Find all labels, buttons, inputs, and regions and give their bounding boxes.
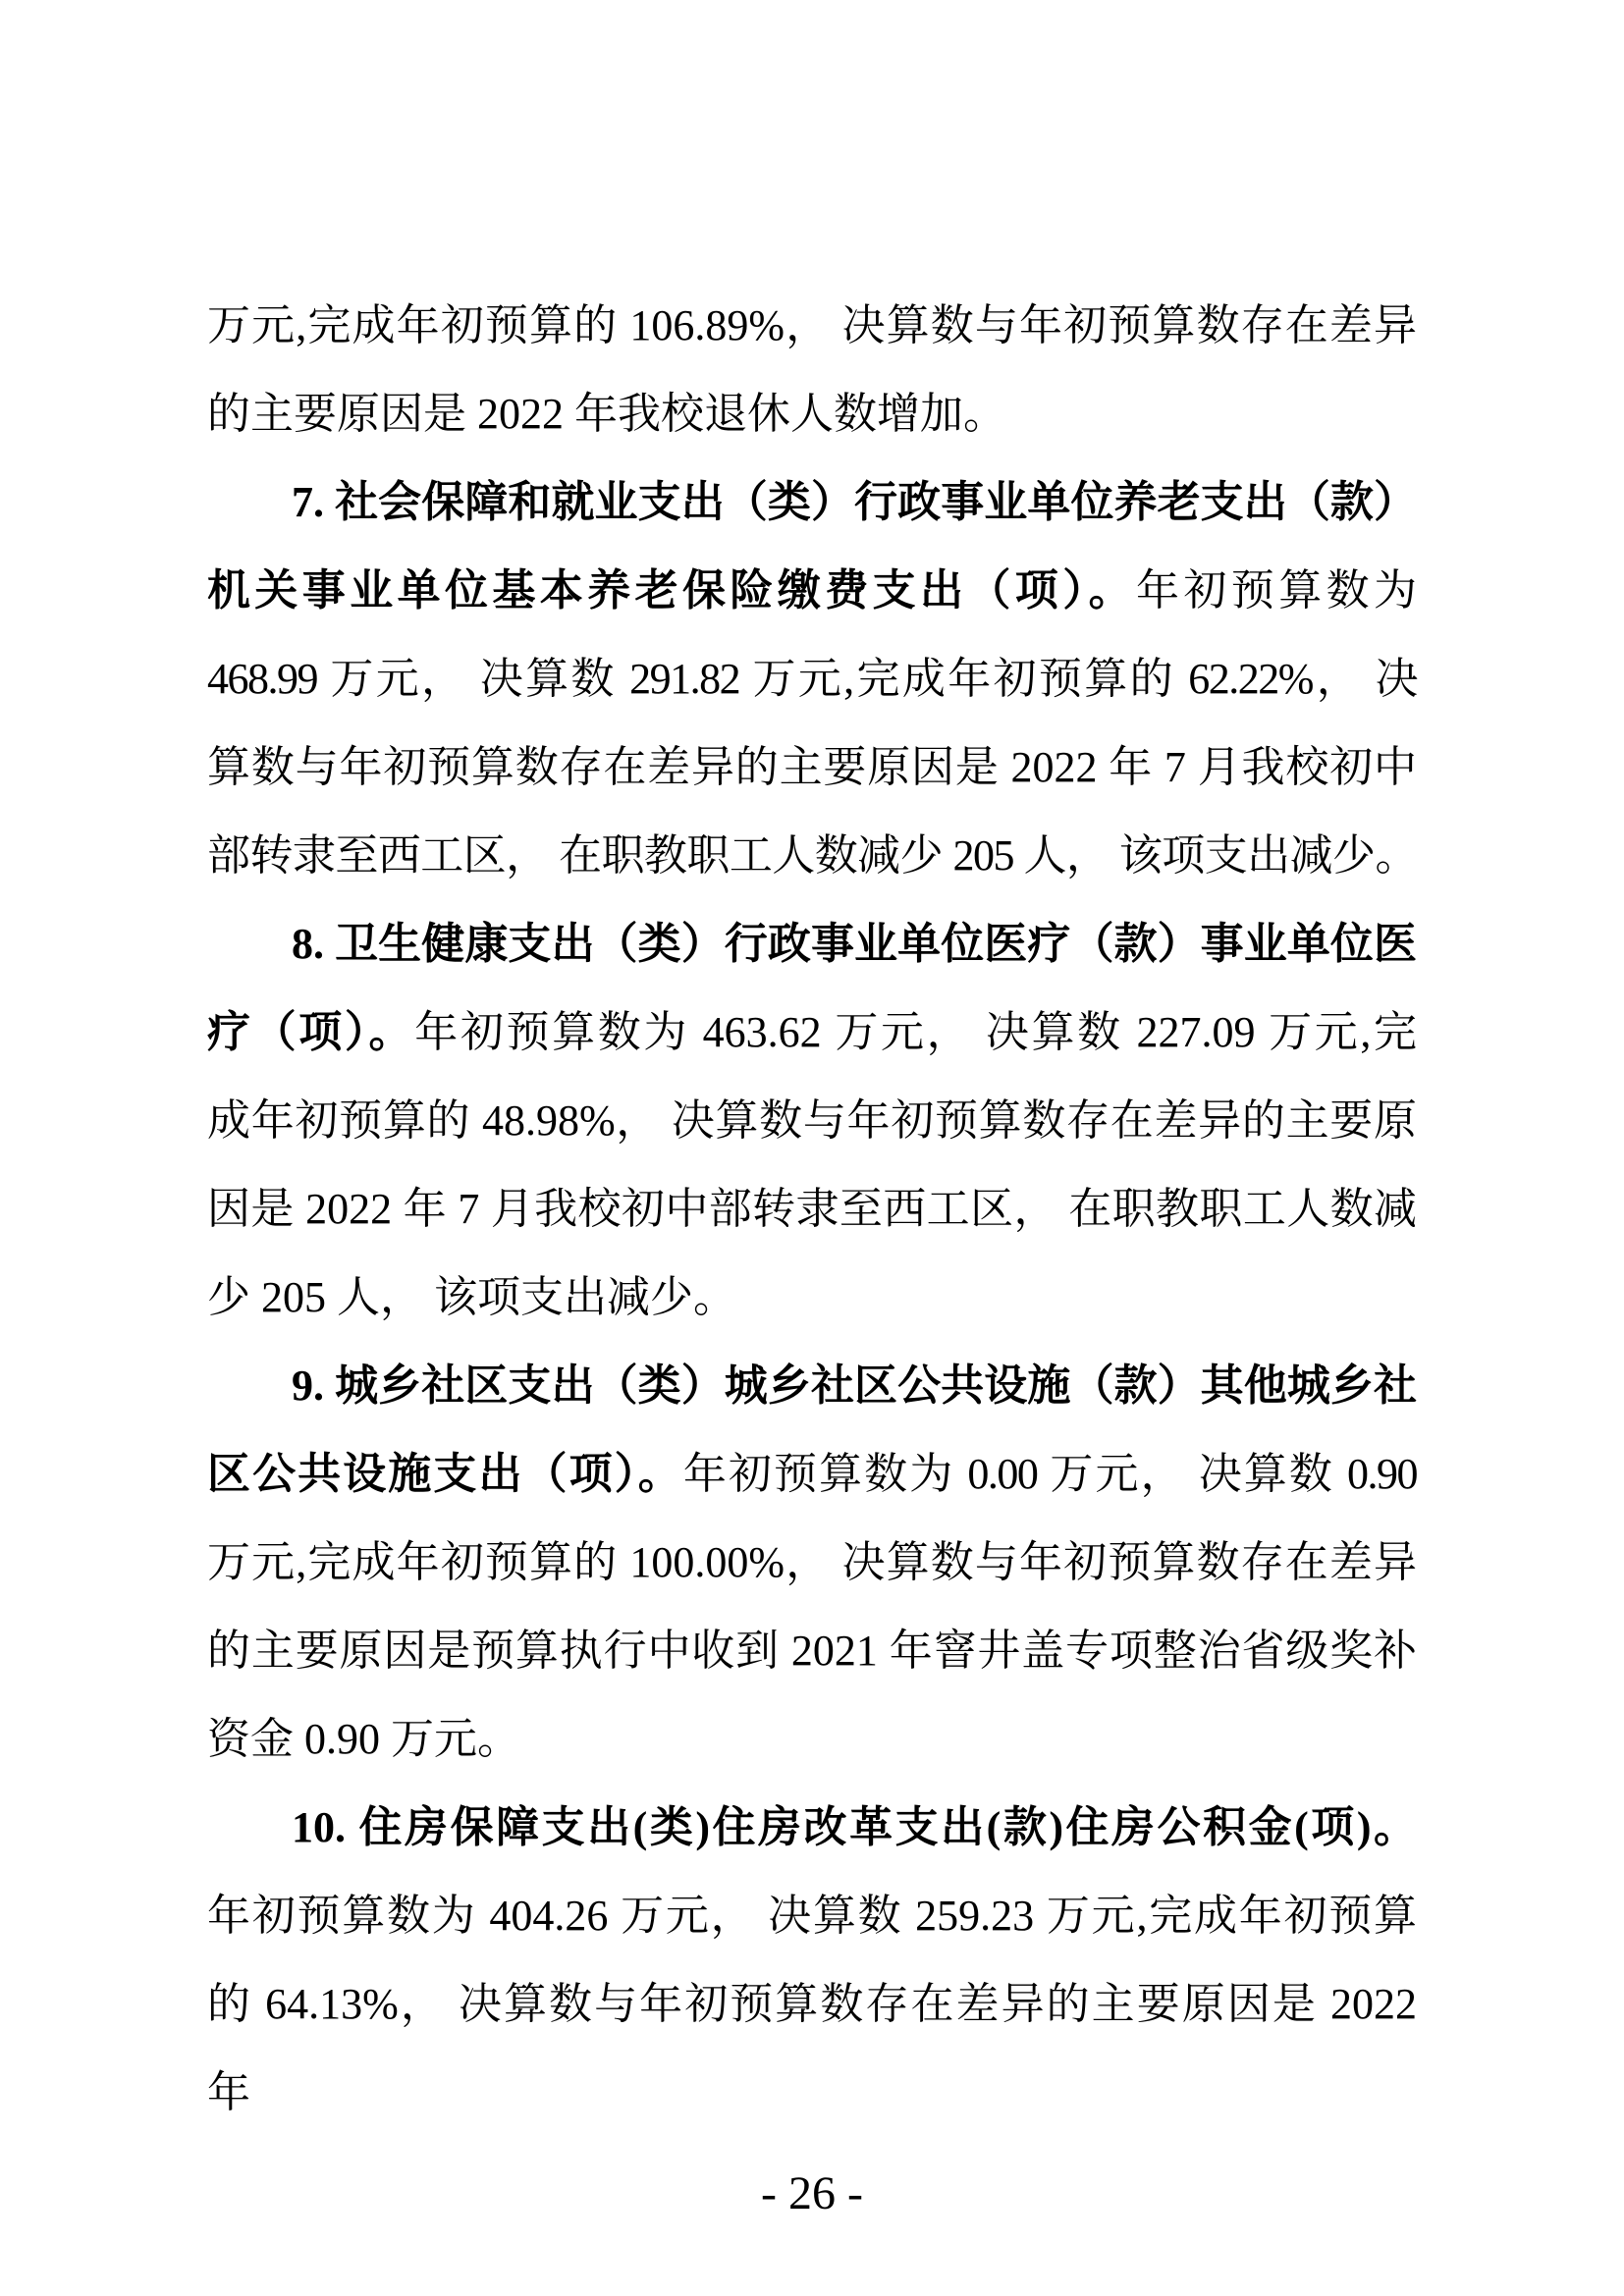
text-segment: 万元,完成年初预算的 106.89%， 决算数与年初预算数存在差异 [207, 301, 1417, 349]
text-segment: 部转隶至西工区， 在职教职工人数减少 205 人， 该项支出减少。 [207, 831, 1417, 880]
bold-text-segment: 区公共设施支出（项）。 [207, 1450, 683, 1498]
text-segment: 算数与年初预算数存在差异的主要原因是 2022 年 7 月我校初中 [207, 743, 1417, 791]
text-line [207, 988, 1417, 1077]
text-segment: 少 205 人， 该项支出减少。 [207, 1273, 736, 1321]
text-segment: 万元,完成年初预算的 100.00%， 决算数与年初预算数存在差异 [207, 1538, 1417, 1586]
text-segment: 成年初预算的 48.98%， 决算数与年初预算数存在差异的主要原 [207, 1096, 1417, 1145]
text-line [207, 1430, 1417, 1519]
text-line [207, 900, 1417, 988]
text-segment: 资金 0.90 万元。 [207, 1715, 520, 1763]
text-segment: 468.99 万元， 决算数 291.82 万元,完成年初预算的 62.22%， 决 [207, 655, 1417, 703]
text-segment: 因是 2022 年 7 月我校初中部转隶至西工区， 在职教职工人数减 [207, 1185, 1417, 1233]
text-segment: 的主要原因是 2022 年我校退休人数增加。 [207, 390, 1006, 438]
bold-text-segment: 疗（项）。 [207, 1008, 415, 1056]
text-line [207, 1960, 1417, 2116]
text-line [207, 1254, 1417, 1342]
text-line [207, 547, 1417, 635]
text-segment: 的主要原因是预算执行中收到 2021 年窨井盖专项整治省级奖补 [207, 1627, 1417, 1675]
text-line [207, 282, 1417, 370]
bold-text-segment: 机关事业单位基本养老保险缴费支出（项）。 [207, 566, 1136, 614]
page-number: - 26 - [761, 2167, 863, 2219]
text-line [207, 370, 1417, 458]
text-line [207, 458, 1417, 547]
text-line [207, 812, 1417, 900]
text-line [207, 1872, 1417, 1960]
document-body [207, 282, 1418, 2116]
bold-text-segment: 7. 社会保障和就业支出（类）行政事业单位养老支出（款） [292, 478, 1417, 526]
text-segment: 年初预算数为 [1136, 566, 1417, 614]
bold-text-segment: 9. 城乡社区支出（类）城乡社区公共设施（款）其他城乡社 [292, 1362, 1417, 1410]
text-line [207, 1784, 1417, 1872]
text-segment: 年初预算数为 404.26 万元， 决算数 259.23 万元,完成年初预算 [207, 1892, 1417, 1940]
text-line [207, 1342, 1417, 1430]
text-segment: 的 64.13%， 决算数与年初预算数存在差异的主要原因是 2022 年 [207, 1980, 1417, 2116]
bold-text-segment: 8. 卫生健康支出（类）行政事业单位医疗（款）事业单位医 [292, 920, 1417, 968]
text-line [207, 1077, 1417, 1165]
text-line [207, 1165, 1417, 1254]
text-segment: 年初预算数为 463.62 万元， 决算数 227.09 万元,完 [414, 1008, 1418, 1056]
bold-text-segment: 10. 住房保障支出(类)住房改革支出(款)住房公积金(项)。 [292, 1803, 1417, 1851]
text-line [207, 1519, 1417, 1607]
text-line [207, 1695, 1417, 1784]
text-line [207, 635, 1417, 723]
text-line [207, 1607, 1417, 1695]
text-segment: 年初预算数为 0.00 万元， 决算数 0.90 [682, 1450, 1418, 1498]
text-line [207, 723, 1417, 812]
